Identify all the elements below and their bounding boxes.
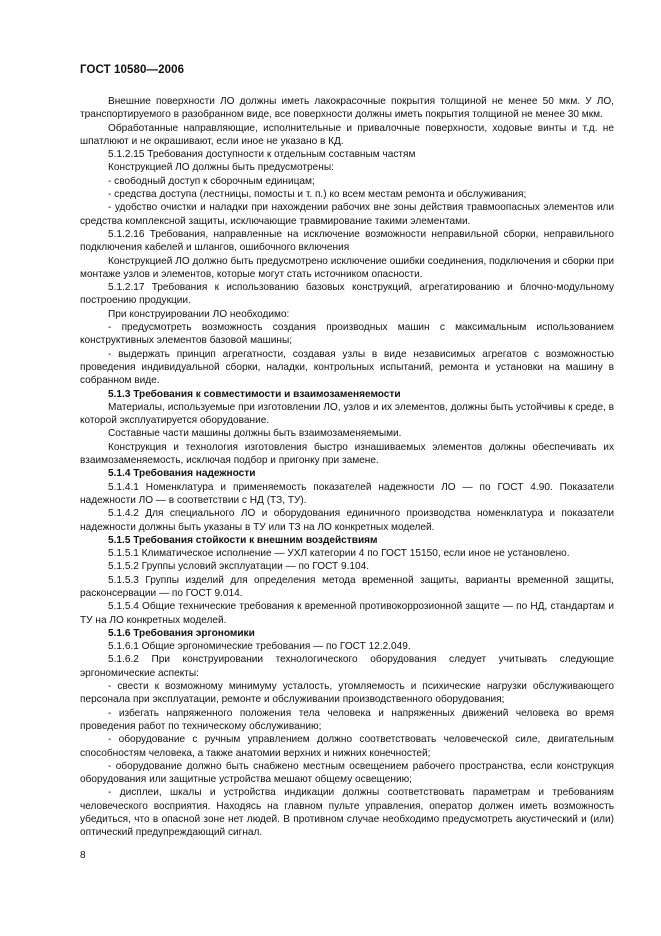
paragraph: Конструкция и технология изготовления быстро изнашиваемых элементов должны обеспечивать их взаимозаменяемость, исключая подбор и пригонку при замене. <box>80 441 614 467</box>
paragraph: - оборудование должно быть снабжено местным освещением рабочего пространства, если конструкция оборудования или защитные устройства мешают общему освещению; <box>80 760 614 786</box>
paragraph: 5.1.4.2 Для специального ЛО и оборудования единичного производства номенклатура и показатели надежности должны быть указаны в ТУ или ТЗ на ЛО конкретных моделей. <box>80 508 614 533</box>
paragraph: 5.1.2.17 Требования к использованию базовых конструкций, агрегатированию и блочно-модульному построению продукции. <box>80 282 614 307</box>
document-body <box>80 95 614 840</box>
paragraph: 5.1.5.4 Общие технические требования к временной противокоррозионной защите — по НД, стандартам и ТУ на ЛО конкретных моделей. <box>80 601 614 626</box>
paragraph: Материалы, используемые при изготовлении ЛО, узлов и их элементов, должны быть устойчивы к среде, в которой эксплуатируется оборудование. <box>80 401 614 427</box>
paragraph: 5.1.5.2 Группы условий эксплуатации — по ГОСТ 9.104. <box>108 561 370 573</box>
paragraph: Составные части машины должны быть взаимозаменяемыми. <box>108 428 402 440</box>
paragraph: - средства доступа (лестницы, помосты и т. п.) ко всем местам ремонта и обслуживания; <box>108 189 527 201</box>
paragraph: - свести к возможному минимуму усталость, утомляемость и психические нагрузки обслуживающего персонала при эксплуатации, ремонте и обслуживании производственного оборудования; <box>80 681 614 706</box>
paragraph: Внешние поверхности ЛО должны иметь лакокрасочные покрытия толщиной не менее 50 мкм. У ЛО, транспортируемого в разобранном виде, все поверхности должны иметь покрытия толщиной не менее 30 мкм. <box>80 96 614 121</box>
section-heading: 5.1.5 Требования стойкости к внешним воздействиям <box>108 534 378 546</box>
paragraph: 5.1.6.2 При конструировании технологического оборудования следует учитывать следующие эргономические аспекты: <box>80 654 614 679</box>
paragraph: При конструировании ЛО необходимо: <box>108 308 290 320</box>
paragraph: - оборудование с ручным управлением должно соответствовать человеческой силе, двигательным способностям человека, а также анатомии верхних и нижних конечностей; <box>80 734 614 759</box>
paragraph: - свободный доступ к сборочным единицам; <box>108 175 315 187</box>
page-number: 8 <box>80 850 86 861</box>
paragraph: 5.1.4.1 Номенклатура и применяемость показателей надежности ЛО — по ГОСТ 4.90. Показатели надежности ЛО — в соответствии с НД (ТЗ, ТУ). <box>80 481 614 506</box>
section-heading: 5.1.6 Требования эргономики <box>108 627 255 639</box>
paragraph: 5.1.5.3 Группы изделий для определения метода временной защиты, варианты временной защиты, расконсервации — по ГОСТ 9.014. <box>80 574 614 599</box>
paragraph: 5.1.6.1 Общие эргономические требования — по ГОСТ 12.2.049. <box>108 641 411 653</box>
paragraph: Конструкцией ЛО должно быть предусмотрено исключение ошибки соединения, подключения и сборки при монтаже узлов и элементов, которые могут стать источником опасности. <box>80 255 614 280</box>
paragraph: 5.1.2.16 Требования, направленные на исключение возможности неправильной сборки, неправильного подключения кабелей и шлангов, ошибочного включения <box>80 228 614 254</box>
section-heading: 5.1.3 Требования к совместимости и взаимозаменяемости <box>108 388 401 400</box>
paragraph: Обработанные направляющие, исполнительные и привалочные поверхности, ходовые винты и т.д. не шпатлюют и не окрашивают, если иное не указано в КД. <box>80 122 614 147</box>
paragraph: 5.1.2.15 Требования доступности к отдельным составным частям <box>108 149 416 161</box>
paragraph: - выдержать принцип агрегатности, создавая узлы в виде независимых агрегатов с возможностью проведения индивидуальной сборки, наладки, контрольных испытаний, ремонта и установки на машину в собранном виде. <box>80 348 614 387</box>
paragraph: - избегать напряженного положения тела человека и напряженных движений человека во время проведения работ по техническому обслуживанию; <box>80 707 614 732</box>
paragraph: Конструкцией ЛО должны быть предусмотрены: <box>108 162 334 174</box>
paragraph: - предусмотреть возможность создания производных машин с максимальным использованием конструктивных элементов базовой машины; <box>80 322 614 347</box>
paragraph: - дисплеи, шкалы и устройства индикации должны соответствовать параметрам и требованиям человеческого восприятия. Находясь на главном пульте управления, оператор должен иметь возможность убедиться, что в опасной зоне нет людей. В противном случае необходимо предусмотреть акустический и (или) оптический предупреждающий сигнал. <box>80 787 614 839</box>
paragraph: - удобство очистки и наладки при нахождении рабочих вне зоны действия травмоопасных элементов или средства комплексной защиты, исключающие травмирование такими элементами. <box>80 202 614 227</box>
section-heading: 5.1.4 Требования надежности <box>108 468 256 480</box>
document-header: ГОСТ 10580—2006 <box>80 64 185 76</box>
paragraph: 5.1.5.1 Климатическое исполнение — УХЛ категории 4 по ГОСТ 15150, если иное не установлено. <box>108 548 570 560</box>
